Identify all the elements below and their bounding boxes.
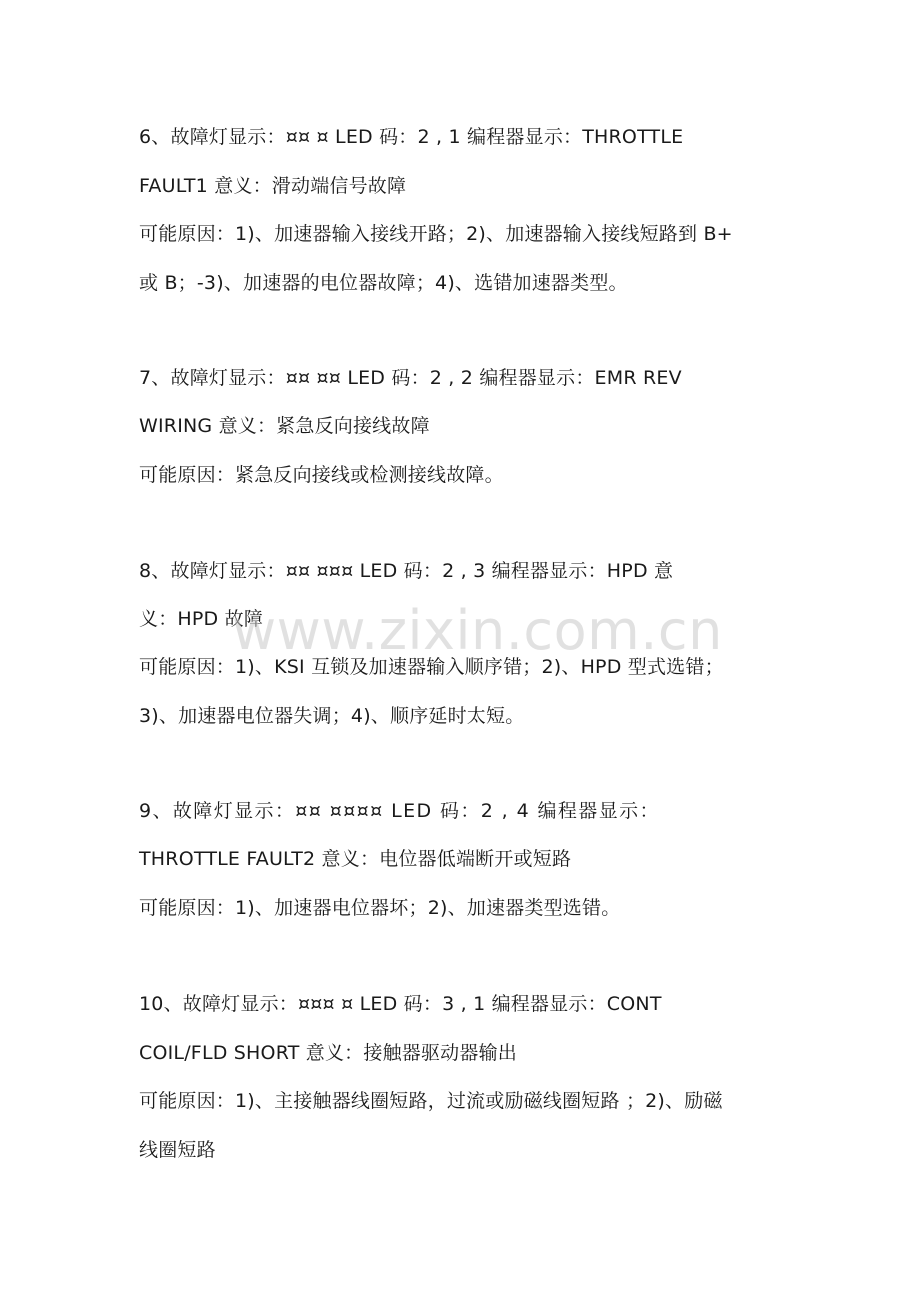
watermark: www.zixin.com.cn	[232, 599, 723, 662]
fault-8-cause-line-2: 3)、加速器电位器失调；4)、顺序延时太短。	[139, 705, 525, 727]
fault-6-code-line: 6、故障灯显示：¤¤ ¤ LED 码：2 , 1 编程器显示：THROTTLE	[139, 126, 684, 148]
fault-10-code-line: 10、故障灯显示：¤¤¤ ¤ LED 码：3 , 1 编程器显示：CONT	[139, 993, 662, 1015]
fault-9-cause-line: 可能原因：1)、加速器电位器坏；2)、加速器类型选错。	[139, 897, 621, 919]
fault-8-code-line: 8、故障灯显示：¤¤ ¤¤¤ LED 码：2 , 3 编程器显示：HPD 意	[139, 560, 674, 582]
fault-8-meaning-line: 义：HPD 故障	[139, 608, 264, 630]
fault-10-cause-line-2: 线圈短路	[139, 1139, 216, 1161]
fault-6-meaning-line: FAULT1 意义：滑动端信号故障	[139, 175, 407, 197]
fault-6-cause-line: 可能原因：1)、加速器输入接线开路；2)、加速器输入接线短路到 B+	[139, 223, 733, 245]
fault-10-meaning-line: COIL/FLD SHORT 意义：接触器驱动器输出	[139, 1042, 517, 1064]
fault-10-cause-line: 可能原因：1)、主接触器线圈短路，过流或励磁线圈短路 ；2)、励磁	[139, 1090, 723, 1112]
fault-7-cause-line: 可能原因：紧急反向接线或检测接线故障。	[139, 464, 504, 486]
fault-9-meaning-line: THROTTLE FAULT2 意义：电位器低端断开或短路	[139, 848, 572, 870]
fault-6-cause-line-2: 或 B；-3)、加速器的电位器故障；4)、选错加速器类型。	[139, 272, 628, 294]
fault-9-code-line: 9、故障灯显示：¤¤ ¤¤¤¤ LED 码：2 , 4 编程器显示：	[139, 800, 660, 822]
fault-7-meaning-line: WIRING 意义：紧急反向接线故障	[139, 415, 430, 437]
fault-8-cause-line: 可能原因：1)、KSI 互锁及加速器输入顺序错；2)、HPD 型式选错；	[139, 656, 724, 678]
fault-7-code-line: 7、故障灯显示：¤¤ ¤¤ LED 码：2 , 2 编程器显示：EMR REV	[139, 367, 682, 389]
